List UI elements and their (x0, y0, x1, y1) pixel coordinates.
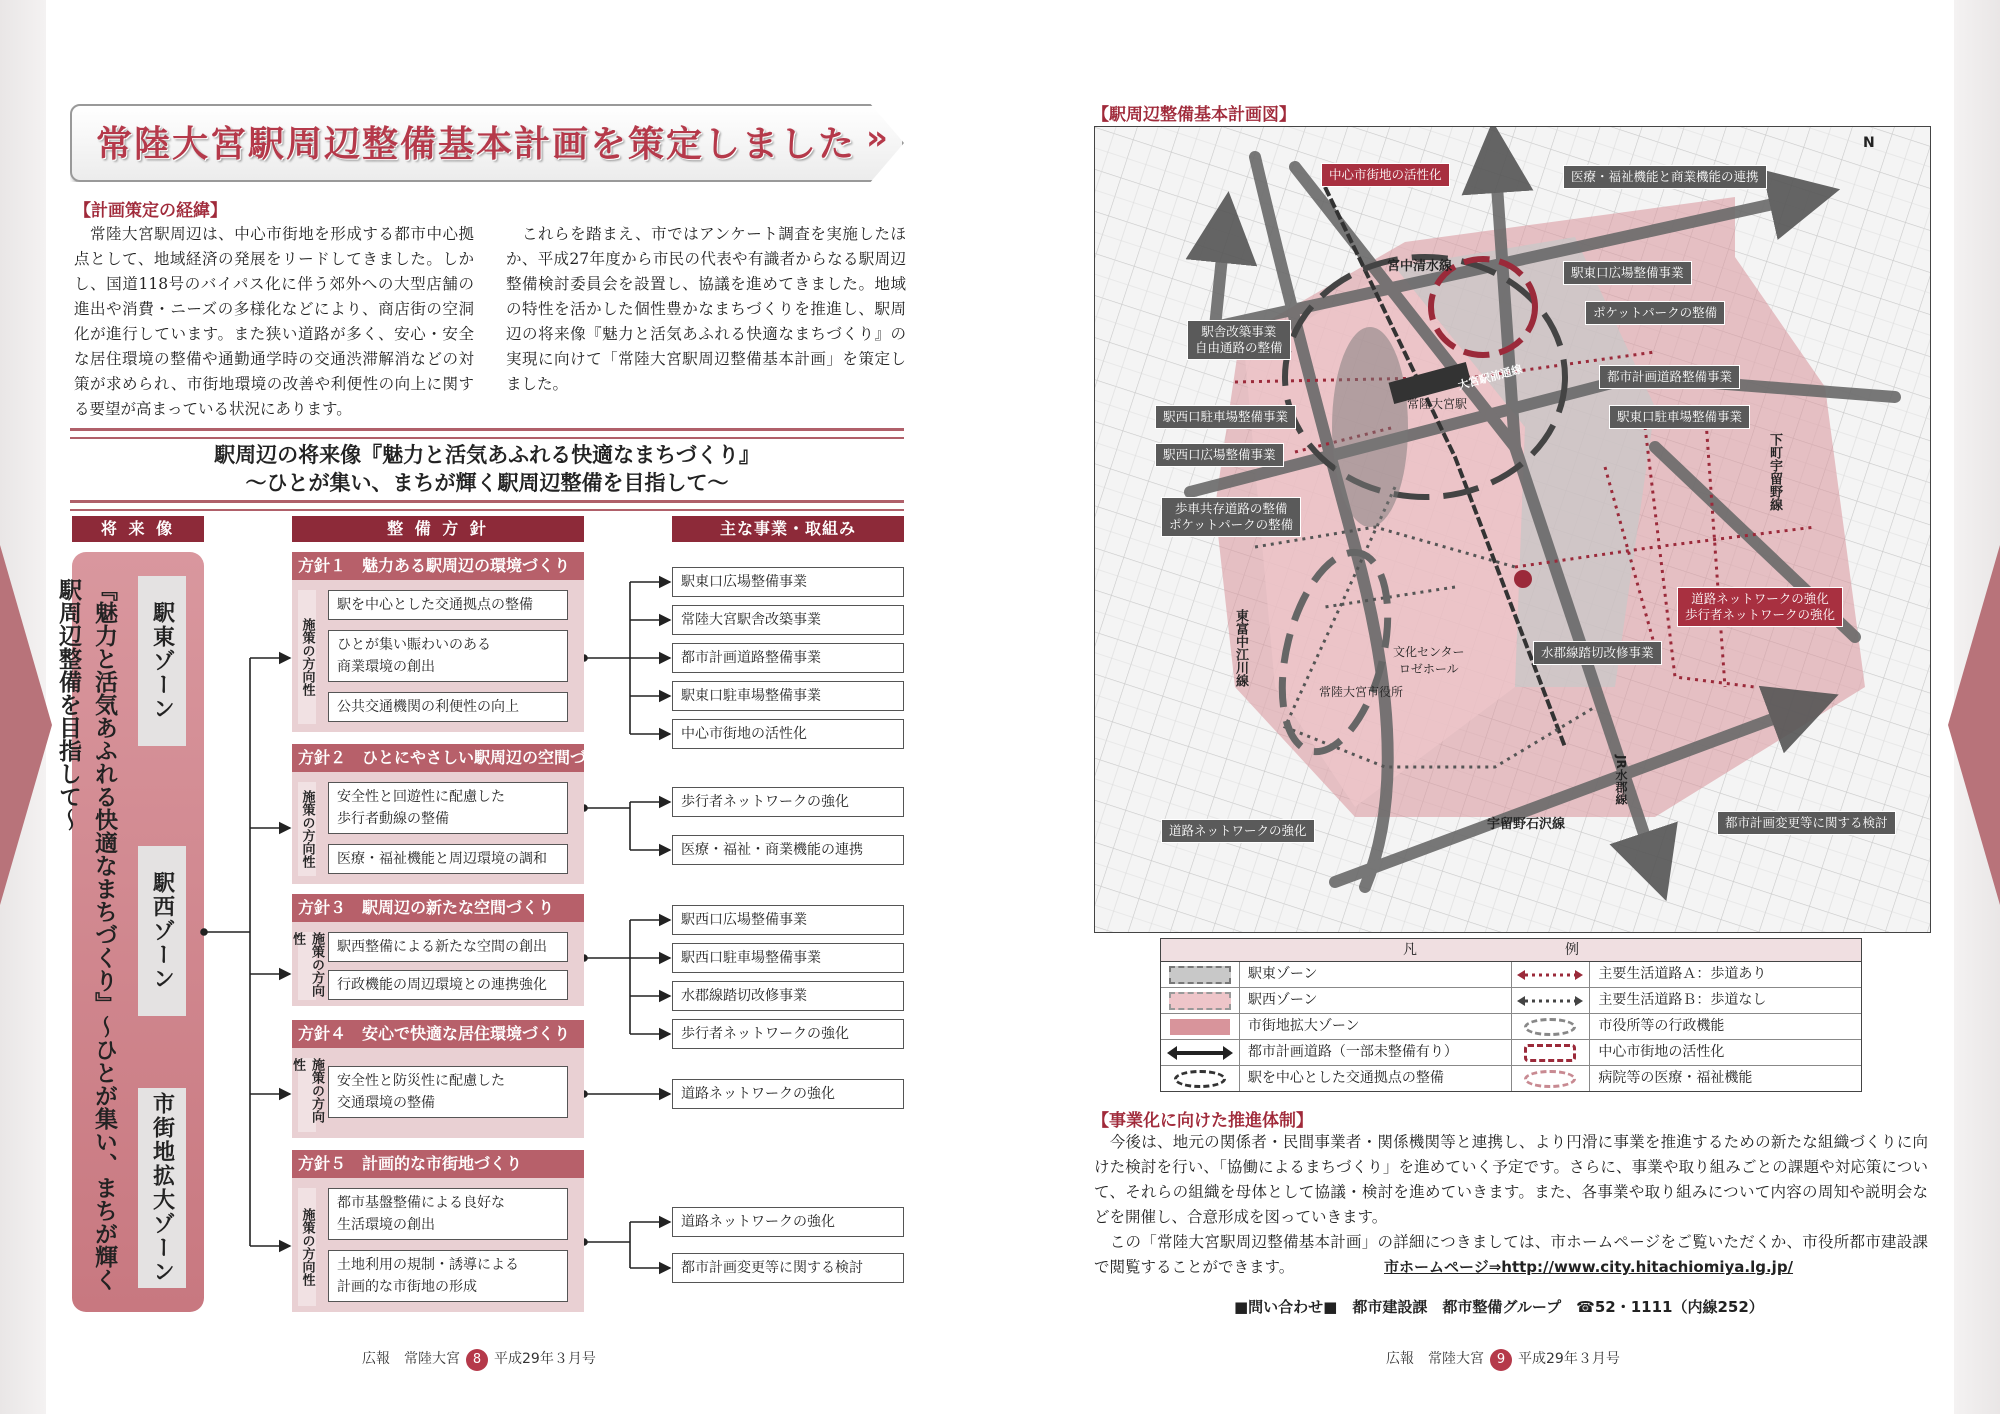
background-paragraph-2: これらを踏まえ、市ではアンケート調査を実施したほか、平成27年度から市民の代表や有識者からなる駅周辺整備検討委員会を設置し、協議を進めてきました。地域の特性を活かした個性豊かなまちづくりを推進し、駅周辺の将来像『魅力と活気あふれる快適なまちづくり』の実現に向けて「常陸大宮駅周辺整備基本計画」を策定しました。 (506, 225, 906, 393)
legend-label: 都市計画道路（一部未整備有り） (1240, 1040, 1512, 1065)
policy-2-direction-label: 施策の方向性 (298, 782, 316, 876)
policy-column-header: 整 備 方 針 (292, 516, 584, 542)
map-label-east-plaza: 駅東口広場整備事業 (1563, 261, 1692, 285)
station-label: 常陸大宮駅 (1407, 397, 1468, 411)
road-label-higashitomi: 東富中江川線 (1233, 609, 1248, 687)
road-label-miyanaka: 宮中清水線 (1387, 259, 1453, 274)
legend-row (1161, 988, 1861, 1014)
policy-2 (292, 744, 619, 884)
policy-1 (292, 552, 584, 732)
cultural-center-label: 文化センター ロゼホール (1393, 645, 1465, 676)
policy-4-direction-label: 施策の方向性 (298, 1058, 316, 1132)
road-label-ekimae: 大宮駅前通線 (1456, 362, 1524, 393)
footer-publication: 広報 常陸大宮 (1386, 1351, 1484, 1367)
admin-function-icon (1512, 1014, 1591, 1039)
policy-5 (292, 1150, 584, 1312)
project-item: 医療・福祉・商業機能の連携 (672, 835, 904, 865)
east-zone-swatch-icon (1161, 962, 1240, 987)
project-item: 水郡線踏切改修事業 (672, 981, 904, 1011)
policy-5-title: 方針５ 計画的な市街地づくり (292, 1150, 584, 1178)
left-edge-notch (0, 545, 52, 905)
zone-west: 駅西ゾーン (138, 846, 186, 1016)
project-item: 中心市街地の活性化 (672, 719, 904, 749)
policy-2-title: 方針２ ひとにやさしい駅周辺の空間づくり (292, 744, 584, 772)
project-item: 駅東口駐車場整備事業 (672, 681, 904, 711)
footer-issue: 平成29年３月号 (1518, 1351, 1620, 1367)
page-number: 8 (466, 1349, 488, 1371)
policy-4-title: 方針４ 安心で快適な居住環境づくり (292, 1020, 584, 1048)
policy-3-title: 方針３ 駅周辺の新たな空間づくり (292, 894, 584, 922)
right-edge-notch (1948, 545, 2000, 905)
project-item: 都市計画道路整備事業 (672, 643, 904, 673)
legend-label: 中心市街地の活性化 (1598, 1044, 1725, 1060)
section-heading-background: 【計画策定の経緯】 (74, 201, 227, 221)
project-item: 駅西口駐車場整備事業 (672, 943, 904, 973)
north-icon: N (1863, 135, 1875, 151)
project-item: 歩行者ネットワークの強化 (672, 787, 904, 817)
policy-1-item: ひとが集い賑わいのある 商業環境の創出 (328, 630, 568, 682)
city-hall-label: 常陸大宮市役所 (1319, 685, 1404, 699)
project-item: 駅東口広場整備事業 (672, 567, 904, 597)
project-item: 駅西口広場整備事業 (672, 905, 904, 935)
policy-2-item: 安全性と回遊性に配慮した 歩行者動線の整備 (328, 782, 568, 834)
legend-label: 主要生活道路Ｂ：歩道なし (1598, 992, 1767, 1008)
promotion-paragraph: 今後は、地元の関係者・民間事業者・関係機関等と連携し、より円滑に事業を推進するための新たな組織づくりに向けた検討を行い、「協働によるまちづくり」を進めていく予定です。さらに、事業や取り組みごとの課題や対応策について、それらの組織を母体として協議・検討を進めていきます。また、各事業や取り組みについて内容の周知や説明会などを開催し、合意形成を図っていきます。 (1094, 1133, 1928, 1226)
slogan-line-2: ～ひとが集い、まちが輝く駅周辺整備を目指して～ (245, 471, 729, 495)
page-title: 常陸大宮駅周辺整備基本計画を策定しました (96, 124, 857, 165)
project-item: 常陸大宮駅舎改築事業 (672, 605, 904, 635)
vision-column-header: 将 来 像 (72, 516, 204, 542)
map-label-crossing-renovation: 水郡線踏切改修事業 (1533, 641, 1662, 665)
road-a-icon (1512, 962, 1591, 987)
map-label-west-plaza: 駅西口広場整備事業 (1155, 443, 1284, 467)
map-label-road-network: 道路ネットワークの強化 (1161, 819, 1315, 843)
section-heading-promotion: 【事業化に向けた推進体制】 (1092, 1111, 1313, 1131)
footer-publication: 広報 常陸大宮 (362, 1351, 460, 1367)
map-label-city-road: 都市計画道路整備事業 (1599, 365, 1740, 389)
legend-label: 市街地拡大ゾーン (1240, 1014, 1512, 1039)
slogan-rule-bottom (70, 500, 904, 511)
background-paragraph-1: 常陸大宮駅周辺は、中心市街地を形成する都市中心拠点として、地域経済の発展をリードしてきました。しかし、国道118号のバイパス化に伴う郊外への大型店舗の進出や消費・ニーズの多様化などにより、商店街の空洞化が進行しています。また狭い道路が多く、安心・安全な居住環境の整備や通勤通学時の交通渋滞解消などの対策が求められ、市街地環境の改善や利便性の向上に関する要望が高まっている状況にあります。 (74, 225, 474, 418)
map-label-station-rebuild: 駅舎改築事業 自由通路の整備 (1187, 320, 1291, 360)
reference-paragraph: この「常陸大宮駅周辺整備基本計画」の詳細につきましては、市ホームページをご覧いただくか、市役所都市建設課で閲覧することができます。 (1094, 1233, 1928, 1276)
legend-row (1161, 1040, 1861, 1066)
legend-row (1161, 962, 1861, 988)
project-item: 道路ネットワークの強化 (672, 1207, 904, 1237)
expansion-zone-swatch-icon (1161, 1014, 1240, 1039)
legend-row (1161, 1014, 1861, 1040)
policy-3-direction-label: 施策の方向性 (298, 932, 316, 1000)
page-number: 9 (1490, 1349, 1512, 1371)
vision-statement: 『魅力と活気あふれる快適なまちづくり』～ひとが集い、まちが輝く駅周辺整備を目指して～ (55, 578, 117, 1291)
policy-1-item: 公共交通機関の利便性の向上 (328, 692, 568, 722)
road-b-icon (1512, 988, 1591, 1013)
policy-3-item: 行政機能の周辺環境との連携強化 (328, 970, 568, 1000)
title-arrow-icon: » (866, 118, 888, 158)
map-legend (1160, 938, 1862, 1092)
road-label-shimomachi: 下町宇留野線 (1767, 433, 1782, 511)
policy-5-item: 都市基盤整備による良好な 生活環境の創出 (328, 1188, 568, 1240)
policy-1-item: 駅を中心とした交通拠点の整備 (328, 590, 568, 620)
policy-3-item: 駅西整備による新たな空間の創出 (328, 932, 568, 962)
zone-east: 駅東ゾーン (138, 576, 186, 746)
map-label-pocket-park: ポケットパークの整備 (1585, 301, 1725, 325)
map-label-medical-commercial: 医療・福祉機能と商業機能の連携 (1563, 165, 1767, 189)
legend-label: 駅西ゾーン (1240, 988, 1512, 1013)
central-area-icon (1512, 1040, 1591, 1065)
project-item: 歩行者ネットワークの強化 (672, 1019, 904, 1049)
road-label-jr: JR水郡線 (1614, 755, 1628, 805)
contact-info: ■問い合わせ■ 都市建設課 都市整備グループ ☎52・1111（内線252） (1234, 1298, 1764, 1316)
map-heading: 【駅周辺整備基本計画図】 (1092, 105, 1296, 125)
homepage-link[interactable]: 市ホームページ⇒http://www.city.hitachiomiya.lg.jp/ (1384, 1258, 1794, 1276)
plan-map (1094, 126, 1931, 933)
west-zone-swatch-icon (1161, 988, 1240, 1013)
legend-label: 駅を中心とした交通拠点の整備 (1240, 1066, 1512, 1091)
road-label-urunoishi: 宇留野石沢線 (1487, 817, 1566, 832)
projects-column-header: 主な事業・取組み (672, 516, 904, 542)
legend-row (1161, 1066, 1861, 1091)
medical-function-icon (1512, 1066, 1591, 1091)
slogan-rule-top (70, 428, 904, 439)
policy-2-item: 医療・福祉機能と周辺環境の調和 (328, 844, 568, 874)
legend-title: 凡 例 (1161, 939, 1861, 962)
policy-5-direction-label: 施策の方向性 (298, 1188, 316, 1306)
policy-1-title: 方針１ 魅力ある駅周辺の環境づくり (292, 552, 584, 580)
zone-expansion: 市街地拡大ゾーン (138, 1088, 186, 1288)
project-item: 都市計画変更等に関する検討 (672, 1253, 904, 1283)
project-item: 道路ネットワークの強化 (672, 1079, 904, 1109)
city-road-arrow-icon (1161, 1040, 1240, 1065)
policy-1-direction-label: 施策の方向性 (298, 590, 316, 724)
transport-hub-icon (1161, 1066, 1240, 1091)
legend-label: 駅東ゾーン (1240, 962, 1512, 987)
policy-5-item: 土地利用の規制・誘導による 計画的な市街地の形成 (328, 1250, 568, 1302)
map-label-pedestrian-road: 歩車共存道路の整備 ポケットパークの整備 (1161, 497, 1301, 537)
legend-label: 病院等の医療・福祉機能 (1598, 1070, 1753, 1086)
map-label-west-parking: 駅西口駐車場整備事業 (1155, 405, 1296, 429)
footer-right-page (1386, 1348, 1620, 1371)
slogan-line-1: 駅周辺の将来像『魅力と活気あふれる快適なまちづくり』 (214, 443, 760, 467)
legend-label: 主要生活道路Ａ：歩道あり (1598, 966, 1767, 982)
map-label-east-parking: 駅東口駐車場整備事業 (1609, 405, 1750, 429)
map-label-network-strengthen: 道路ネットワークの強化 歩行者ネットワークの強化 (1677, 587, 1843, 627)
policy-3 (292, 894, 584, 1006)
map-label-plan-change: 都市計画変更等に関する検討 (1717, 811, 1896, 835)
footer-left-page (362, 1348, 596, 1371)
policy-4 (292, 1020, 584, 1138)
legend-label: 市役所等の行政機能 (1598, 1018, 1725, 1034)
policy-4-item: 安全性と防災性に配慮した 交通環境の整備 (328, 1066, 568, 1118)
footer-issue: 平成29年３月号 (494, 1351, 596, 1367)
map-label-central-revitalization: 中心市街地の活性化 (1321, 163, 1450, 187)
